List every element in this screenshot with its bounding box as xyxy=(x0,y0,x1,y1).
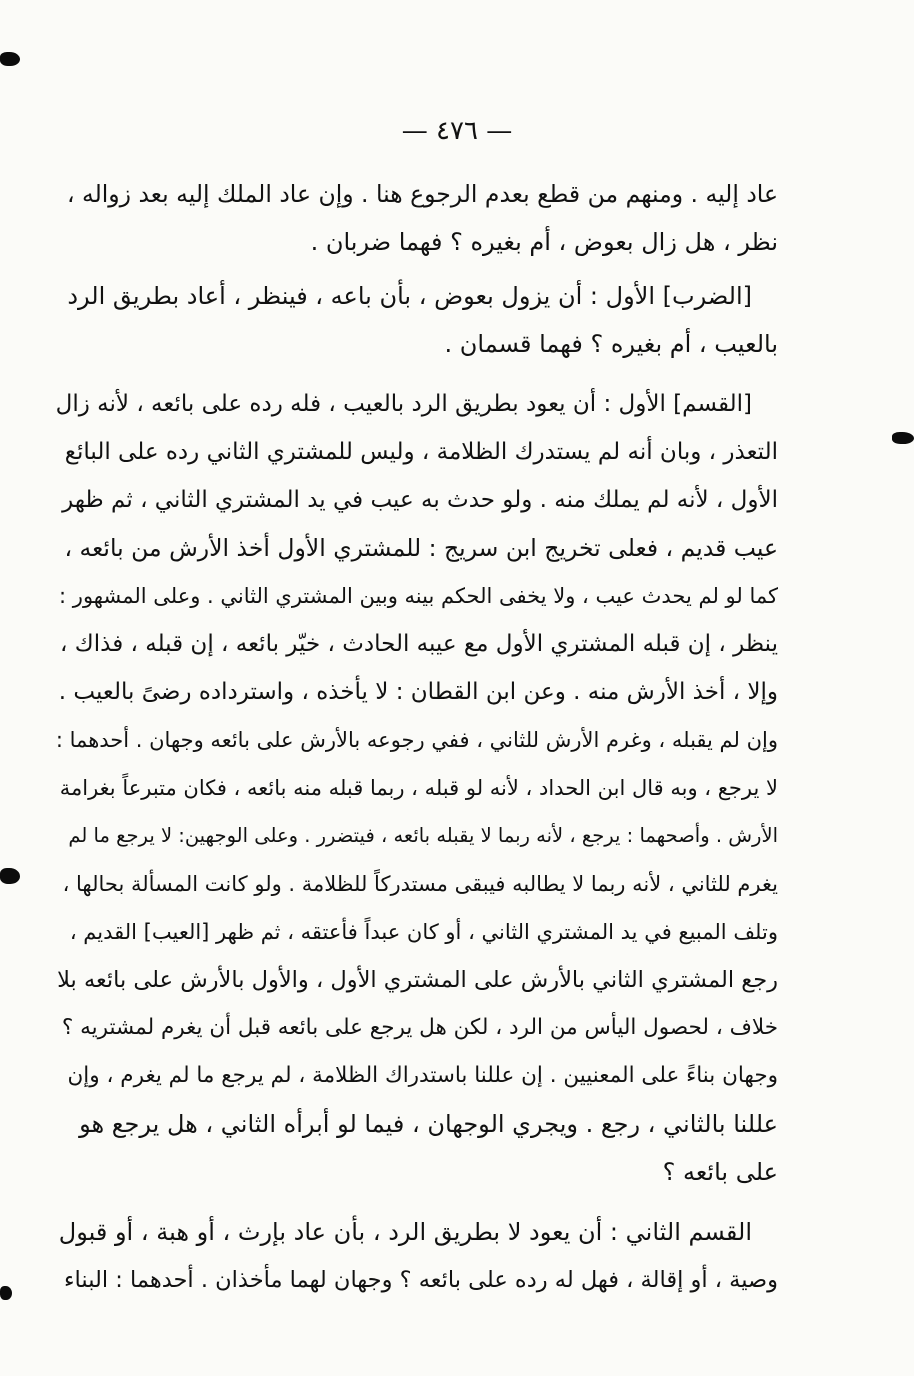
text-line: وإن لم يقبله ، وغرم الأرش للثاني ، ففي رجوعه بالأرش على بائعه وجهان . أحدهما : xyxy=(56,728,778,752)
scan-margin-mark xyxy=(0,52,20,66)
page-number: — ٤٧٦ — xyxy=(401,116,513,146)
text-line: وصية ، أو إقالة ، فهل له رده على بائعه ؟ وجهان لهما مأخذان . أحدهما : البناء xyxy=(63,1267,778,1293)
text-line: لا يرجع ، وبه قال ابن الحداد ، لأنه لو قبله ، ربما قبله منه بائعه ، فكان متبرعاً بغرامة xyxy=(59,776,778,800)
text-line: كما لو لم يحدث عيب ، ولا يخفى الحكم بينه وبين المشتري الثاني . وعلى المشهور : xyxy=(59,584,778,608)
text-line: عللنا بالثاني ، رجع . ويجري الوجهان ، فيما لو أبرأه الثاني ، هل يرجع هو xyxy=(79,1110,778,1138)
body-text xyxy=(56,170,778,1304)
text-line: القسم الثاني : أن يعود لا بطريق الرد ، بأن عاد بإرث ، أو هبة ، أو قبول xyxy=(58,1218,752,1246)
text-line: عيب قديم ، فعلى تخريج ابن سريج : للمشتري الأول أخذ الأرش من بائعه ، xyxy=(64,534,778,562)
text-line: ينظر ، إن قبله المشتري الأول مع عيبه الحادث ، خيّر بائعه ، إن قبله ، فذاك ، xyxy=(60,631,778,657)
text-line: وجهان بناءً على المعنيين . إن عللنا باستدراك الظلامة ، لم يرجع ما لم يغرم ، وإن xyxy=(67,1063,778,1088)
text-line: وتلف المبيع في يد المشتري الثاني ، أو كان عبداً فأعتقه ، ثم ظهر [العيب] القديم ، xyxy=(69,920,778,944)
text-line: التعذر ، وبان أنه لم يستدرك الظلامة ، وليس للمشتري الثاني رده على البائع xyxy=(64,439,778,465)
text-line: الأرش . وأصحهما : يرجع ، لأنه ربما لا يقبله بائعه ، فيتضرر . وعلى الوجهين: لا يرجع ما لم xyxy=(68,824,778,847)
text-line: نظر ، هل زال بعوض ، أم بغيره ؟ فهما ضربان . xyxy=(310,228,778,256)
text-line: خلاف ، لحصول اليأس من الرد ، لكن هل يرجع على بائعه قبل أن يغرم لمشتريه ؟ xyxy=(61,1015,778,1040)
scan-margin-mark xyxy=(0,868,20,884)
paragraph xyxy=(56,1208,778,1304)
text-line: [القسم] الأول : أن يعود بطريق الرد بالعيب ، فله رده على بائعه ، لأنه زال xyxy=(56,391,752,417)
text-line: يغرم للثاني ، لأنه ربما لا يطالبه فيبقى مستدركاً للظلامة . ولو كانت المسألة بحالها ، xyxy=(62,872,778,896)
text-line: [الضرب] الأول : أن يزول بعوض ، بأن باعه ، فينظر ، أعاد بطريق الرد xyxy=(67,282,752,310)
text-line: على بائعه ؟ xyxy=(662,1158,778,1186)
text-line: عاد إليه . ومنهم من قطع بعدم الرجوع هنا . وإن عاد الملك إليه بعد زواله ، xyxy=(66,180,778,208)
paragraph xyxy=(56,170,778,266)
text-line: الأول ، لأنه لم يملك منه . ولو حدث به عيب في يد المشتري الثاني ، ثم ظهر xyxy=(62,487,778,513)
paragraph xyxy=(56,272,778,368)
text-line: رجع المشتري الثاني بالأرش على المشتري الأول ، والأول بالأرش على بائعه بلا xyxy=(57,967,778,993)
text-line: بالعيب ، أم بغيره ؟ فهما قسمان . xyxy=(444,330,778,358)
scan-margin-mark xyxy=(0,1286,12,1300)
text-line: وإلا ، أخذ الأرش منه . وعن ابن القطان : لا يأخذه ، واسترداده رضىً بالعيب . xyxy=(58,679,778,705)
scan-margin-mark xyxy=(892,432,914,444)
paragraph xyxy=(56,380,778,1196)
